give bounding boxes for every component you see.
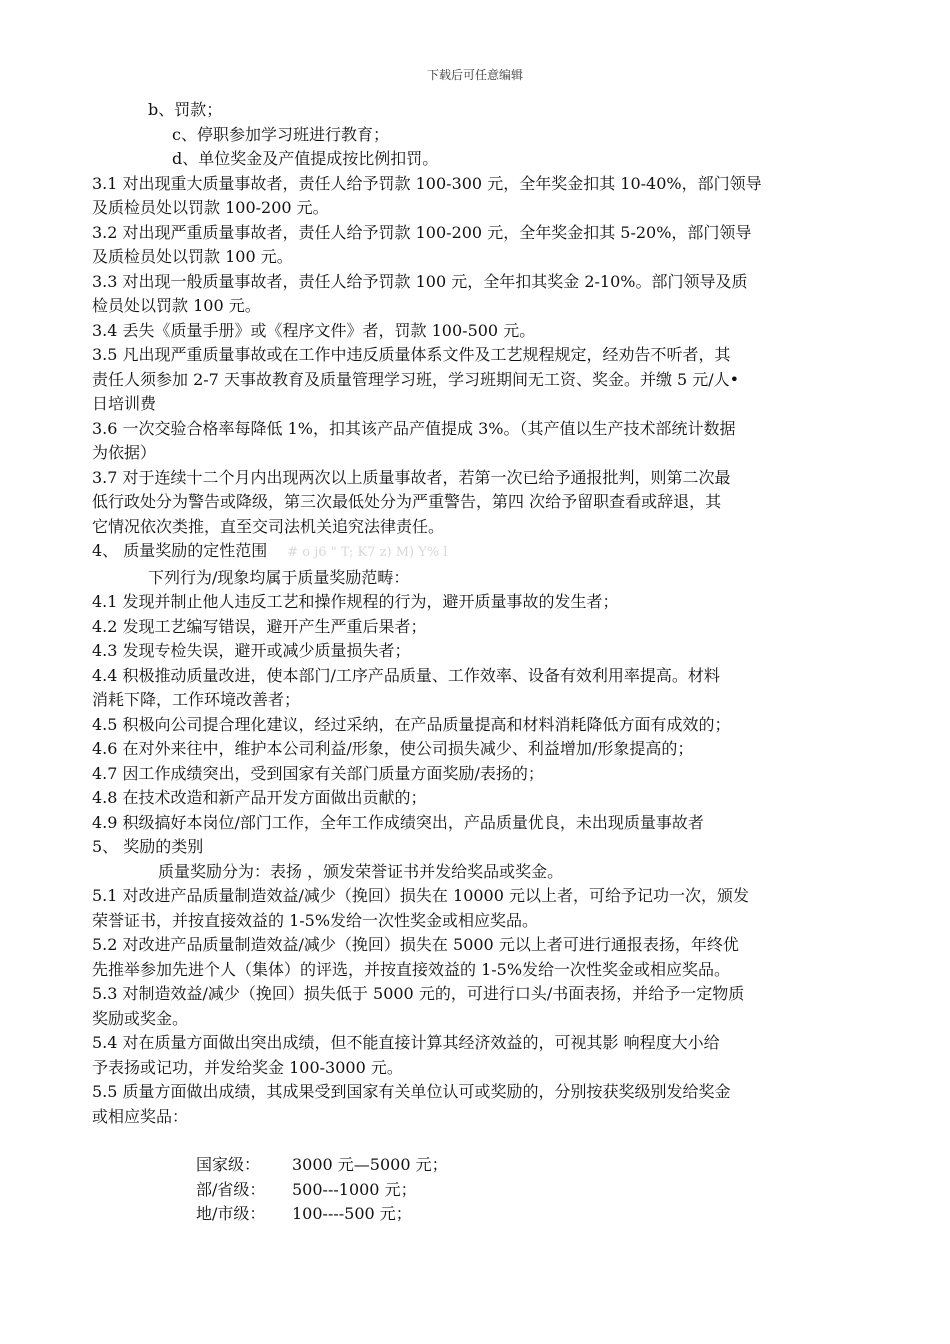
tier-level: 国家级： [196,1155,261,1174]
clause-3-7-cont: 低行政处分为警告或降级，第三次最低处分为严重警告，第四 次给予留职查看或辞退，其 [92,492,722,511]
clause-5-2-cont: 先推举参加先进个人（集体）的评选，并按直接效益的 1-5%发给一次性奖金或相应奖品。 [92,959,731,979]
reward-item-4-3: 4.3 发现专检失误，避开或减少质量损失者； [92,641,411,660]
page-header: 下载后可任意编辑 [426,68,523,82]
tier-level: 地/市级： [196,1204,266,1223]
clause-3-4: 3.4 丢失《质量手册》或《程序文件》者，罚款 100-500 元。 [92,320,536,340]
clause-3-7: 3.7 对于连续十二个月内出现两次以上质量事故者，若第一次已给予通报批判，则第二次最 [92,467,731,487]
clause-5-4: 5.4 对在质量方面做出突出成绩，但不能直接计算其经济效益的，可视其影 响程度大小给 [92,1033,720,1052]
tier-amount: 500---1000 元； [292,1179,417,1199]
clause-5-5: 5.5 质量方面做出成绩，其成果受到国家有关单位认可或奖励的，分别按获奖级别发给奖金 [92,1082,731,1101]
watermark-text: # o j6 " T; K7 z) M) Y% l [287,545,448,560]
clause-3-3-cont: 检员处以罚款 100 元。 [92,296,261,315]
reward-item-4-4-cont: 消耗下降，工作环境改善者； [92,690,301,709]
clause-3-5-cont: 责任人须参加 2-7 天事故教育及质量管理学习班，学习班期间无工资、奖金。并缴 5 元/人• [92,369,740,389]
clause-5-1: 5.1 对改进产品质量制造效益/减少（挽回）损失在 10000 元以上者，可给予记功一次，颁发 [92,886,749,905]
award-tier-provincial [92,1178,867,1203]
section-4-heading [92,539,867,566]
clause-5-4-cont: 予表扬或记功，并发给奖金 100-3000 元。 [92,1057,403,1077]
reward-item-4-7: 4.7 因工作成绩突出，受到国家有关部门质量方面奖励/表扬的； [92,763,544,783]
clause-3-5-cont: 日培训费 [92,394,157,413]
tier-amount: 100----500 元； [292,1204,412,1223]
clause-3-6-cont: 为依据） [92,443,157,462]
reward-item-4-4: 4.4 积极推动质量改进，使本部门/工序产品质量、工作效率、设备有效利用率提高。材料 [92,665,720,685]
clause-3-2: 3.2 对出现严重质量事故者，责任人给予罚款 100-200 元，全年奖金扣其 5-20%，部门领导 [92,222,752,242]
section-5-intro: 质量奖励分为：表扬 ，颁发荣誉证书并发给奖品或奖金。 [158,861,564,881]
reward-item-4-6: 4.6 在对外来往中，维护本公司利益/形象，使公司损失减少、利益增加/形象提高的； [92,739,694,758]
clause-3-1-cont: 及质检员处以罚款 100-200 元。 [92,198,329,217]
clause-3-6: 3.6 一次交验合格率每降低 1%，扣其该产品产值提成 3%。（其产值以生产技术部统计数据 [92,418,736,438]
clause-5-5-cont: 或相应奖品： [92,1106,189,1126]
clause-5-3-cont: 奖励或奖金。 [92,1008,189,1028]
clause-5-3: 5.3 对制造效益/减少（挽回）损失低于 5000 元的，可进行口头/书面表扬，并给予一定物质 [92,984,745,1003]
reward-item-4-8: 4.8 在技术改造和新产品开发方面做出贡献的； [92,788,427,807]
blank-gap [92,1129,867,1153]
penalty-item-b: b、罚款； [148,100,223,119]
reward-item-4-9: 4.9 积级搞好本岗位/部门工作，全年工作成绩突出，产品质量优良，未出现质量事故者 [92,812,704,832]
penalty-item-c: c、停职参加学习班进行教育； [172,124,389,144]
tier-amount: 3000 元—5000 元； [292,1155,448,1174]
clause-3-5: 3.5 凡出现严重质量事故或在工作中违反质量体系文件及工艺规程规定，经劝告不听者，其 [92,345,731,364]
section-4-intro: 下列行为/现象均属于质量奖励范畴： [148,567,410,587]
penalty-item-d: d、单位奖金及产值提成按比例扣罚。 [172,149,439,168]
reward-item-4-1: 4.1 发现并制止他人违反工艺和操作规程的行为，避开质量事故的发生者； [92,592,619,611]
section-4-title: 4、 质量奖励的定性范围 [92,541,268,560]
award-tier-municipal [92,1202,867,1227]
clause-5-2: 5.2 对改进产品质量制造效益/减少（挽回）损失在 5000 元以上者可进行通报表扬，年终优 [92,935,739,954]
clause-3-2-cont: 及质检员处以罚款 100 元。 [92,247,293,266]
section-5-heading: 5、 奖励的类别 [92,837,204,856]
clause-3-7-cont: 它情况依次类推，直至交司法机关追究法律责任。 [92,516,445,536]
clause-5-1-cont: 荣誉证书，并按直接效益的 1-5%发给一次性奖金或相应奖品。 [92,910,539,930]
clause-3-1: 3.1 对出现重大质量事故者，责任人给予罚款 100-300 元，全年奖金扣其 10-40%，部门领导 [92,173,762,193]
tier-level: 部/省级： [196,1179,266,1199]
award-tier-national [92,1153,867,1178]
reward-item-4-5: 4.5 积极向公司提合理化建议，经过采纳，在产品质量提高和材料消耗降低方面有成效的； [92,714,731,734]
reward-item-4-2: 4.2 发现工艺编写错误，避开产生严重后果者； [92,616,427,636]
clause-3-3: 3.3 对出现一般质量事故者，责任人给予罚款 100 元，全年扣其奖金 2-10%。部门领导及质 [92,271,748,291]
document-body [92,98,867,1227]
